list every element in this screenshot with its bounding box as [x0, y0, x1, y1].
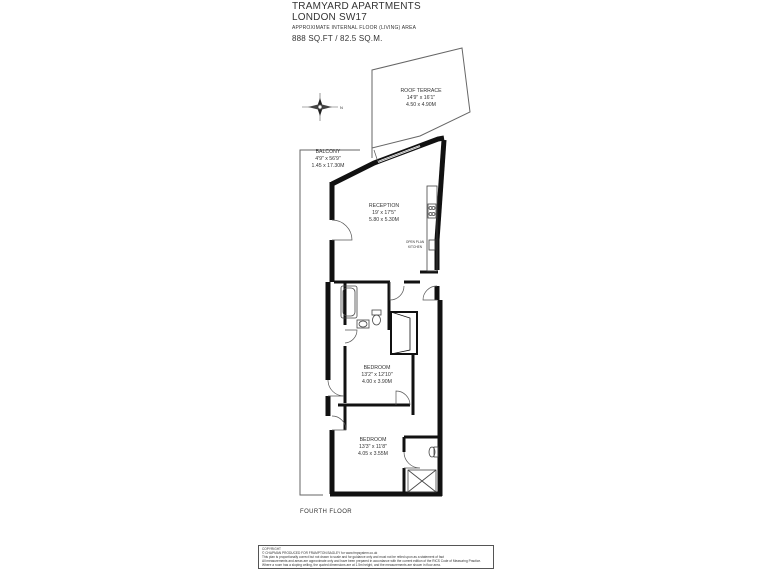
room-label-bedroom-2	[358, 437, 388, 457]
copyright-notice	[258, 545, 494, 569]
room-label-balcony	[312, 149, 345, 169]
bath-icon	[341, 286, 357, 318]
svg-text:13'3" x 11'8": 13'3" x 11'8"	[358, 444, 388, 450]
room-label-kitchen	[406, 240, 425, 249]
compass-icon	[302, 93, 343, 121]
floor-label: FOURTH FLOOR	[300, 509, 353, 515]
room-label-roof-terrace	[400, 88, 442, 108]
copyright-line: All measurements and areas are approximate only and have been prepared in accordance with the current edition of the RICS Code of Measuring Practice.	[262, 559, 481, 563]
svg-text:OPEN PLAN: OPEN PLAN	[405, 240, 425, 244]
property-location: LONDON SW17	[292, 12, 367, 23]
toilet-icon	[372, 310, 381, 325]
copyright-line: © CHAPMAN PRODUCED FOR FRAMPTON BAGLEY for www.fmpsystem.co.uk	[262, 551, 378, 555]
shower-icon	[408, 470, 436, 492]
compass-north-label: N	[340, 105, 343, 110]
copyright-heading: COPYRIGHT	[262, 547, 281, 551]
wardrobe-icon	[391, 312, 417, 354]
copyright-line: This plan is proportionally correct but not drawn to scale and for guidance only and must not be relied upon as a statement of fact	[262, 555, 444, 559]
area-note: APPROXIMATE INTERNAL FLOOR (LIVING) AREA	[292, 25, 417, 31]
floor-area: 888 SQ.FT / 82.5 SQ.M.	[292, 34, 383, 43]
room-label-bedroom-1	[361, 365, 392, 385]
svg-text:13'2" x 12'10": 13'2" x 12'10"	[361, 372, 393, 378]
svg-text:ROOF TERRACE: ROOF TERRACE	[400, 88, 442, 94]
svg-text:4'9" x 56'9": 4'9" x 56'9"	[315, 156, 341, 162]
svg-text:19' x 17'5": 19' x 17'5"	[372, 210, 396, 216]
property-title: TRAMYARD APARTMENTS	[292, 1, 421, 12]
svg-text:RECEPTION: RECEPTION	[368, 203, 400, 209]
copyright-line: Where a room has a sloping ceiling, the quoted dimensions are at 1.5m height, and the measurements are shown in floor area.	[262, 563, 441, 567]
svg-text:4.05 x 3.55M: 4.05 x 3.55M	[358, 451, 388, 457]
svg-text:BEDROOM: BEDROOM	[363, 365, 391, 371]
svg-text:4.00 x 3.90M: 4.00 x 3.90M	[362, 379, 392, 385]
svg-text:KITCHEN: KITCHEN	[408, 245, 422, 249]
svg-text:BEDROOM: BEDROOM	[359, 437, 387, 443]
ensuite-toilet-icon	[429, 447, 438, 457]
basin-icon	[357, 320, 369, 328]
svg-text:14'9" x 16'1": 14'9" x 16'1"	[406, 95, 436, 101]
svg-text:BALCONY: BALCONY	[315, 149, 341, 155]
svg-text:1.45 x 17.30M: 1.45 x 17.30M	[311, 163, 345, 169]
svg-text:5.80 x 5.30M: 5.80 x 5.30M	[369, 217, 399, 223]
svg-text:4.50 x 4.90M: 4.50 x 4.90M	[406, 102, 436, 108]
room-label-reception	[369, 203, 400, 223]
